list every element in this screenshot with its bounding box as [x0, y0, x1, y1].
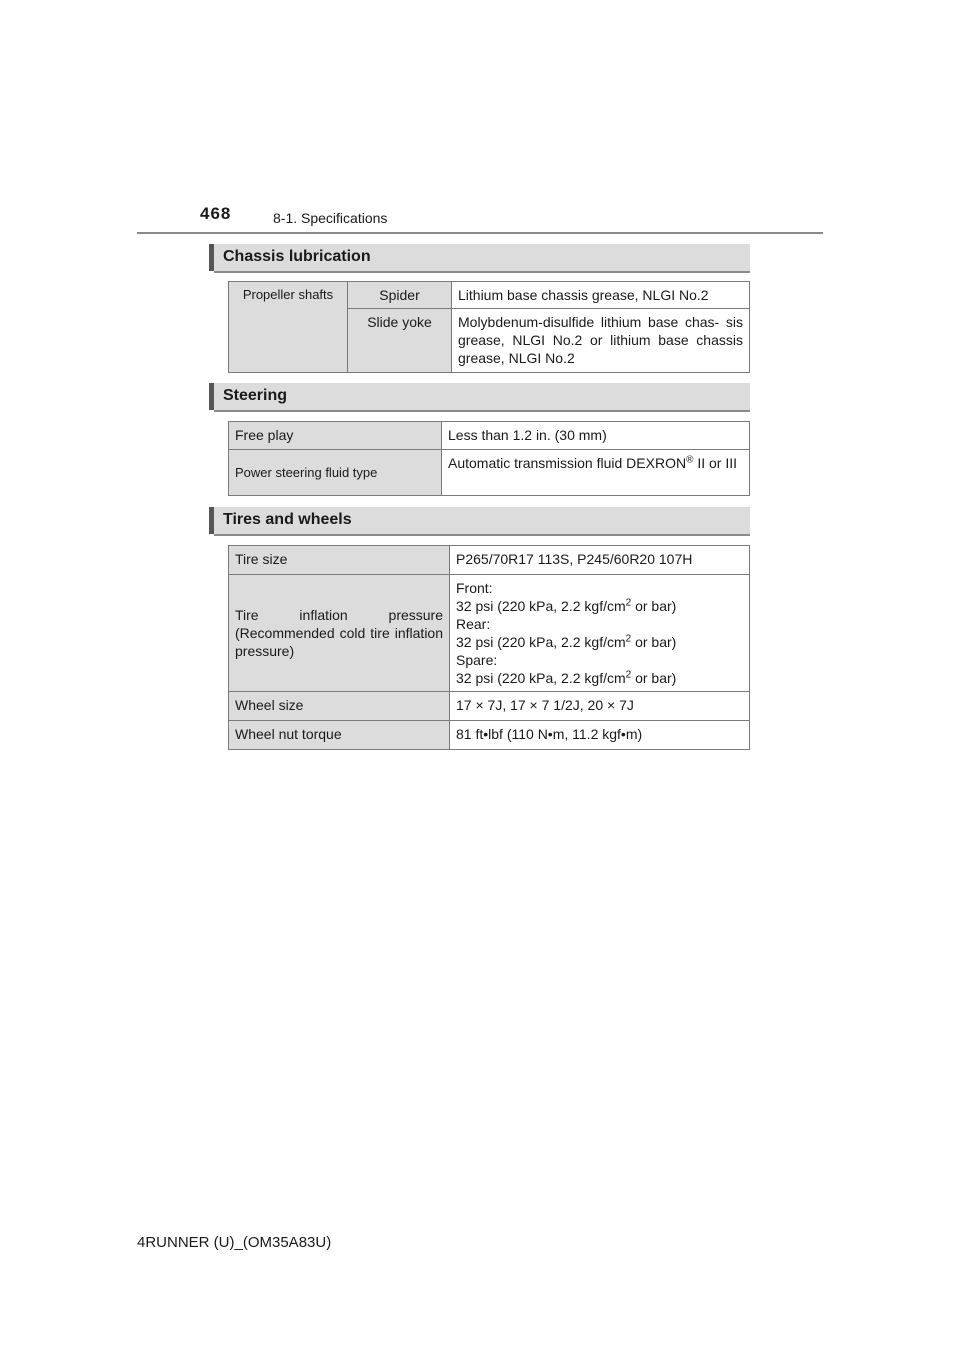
header-rule [137, 232, 823, 234]
pressure-text: 32 psi (220 kPa, 2.2 kgf/cm [456, 670, 626, 686]
table-row [229, 575, 750, 692]
tires-wheels-title: Tires and wheels [223, 511, 352, 528]
rear-label: Rear: [456, 616, 491, 632]
slide-yoke-value: Molybdenum-disulfide lithium base chas- sis grease, NLGI No.2 or lithium base chassis grease, NLGI No.2 [452, 309, 750, 373]
pressure-unit: or bar) [631, 670, 677, 686]
pressure-exponent: 2 [625, 669, 632, 681]
tires-wheels-heading [209, 507, 750, 534]
free-play-label: Free play [229, 422, 442, 450]
tire-pressure-value [450, 575, 750, 692]
pressure-exponent: 2 [625, 597, 632, 609]
spider-value: Lithium base chassis grease, NLGI No.2 [452, 282, 750, 309]
chassis-lubrication-table [228, 281, 750, 373]
pressure-unit: or bar) [631, 634, 677, 650]
spare-label: Spare: [456, 652, 498, 668]
free-play-value: Less than 1.2 in. (30 mm) [442, 422, 750, 450]
pressure-exponent: 2 [625, 633, 632, 645]
spare-pressure [456, 669, 743, 687]
page-header [0, 0, 960, 240]
steering-table [228, 421, 750, 496]
footer-model-code: 4RUNNER (U)_(OM35A83U) [137, 1234, 332, 1251]
wheel-size-value: 17 × 7J, 17 × 7 1/2J, 20 × 7J [450, 692, 750, 721]
table-row [229, 692, 750, 721]
section-label: 8-1. Specifications [273, 210, 388, 226]
rear-pressure [456, 633, 743, 651]
front-label: Front: [456, 580, 493, 596]
table-row [229, 450, 750, 496]
pressure-unit: or bar) [631, 598, 677, 614]
front-pressure [456, 597, 743, 615]
tire-size-value: P265/70R17 113S, P245/60R20 107H [450, 546, 750, 575]
power-steering-fluid-value [442, 450, 750, 496]
wheel-nut-torque-value: 81 ft•lbf (110 N•m, 11.2 kgf•m) [450, 721, 750, 750]
tire-size-label: Tire size [229, 546, 450, 575]
page-number: 468 [200, 204, 232, 223]
pressure-text: 32 psi (220 kPa, 2.2 kgf/cm [456, 634, 626, 650]
spider-label: Spider [348, 282, 452, 309]
tire-pressure-label: Tire inflation pressure (Recommended cold tire inflation pressure) [229, 575, 450, 692]
wheel-size-label: Wheel size [229, 692, 450, 721]
propeller-shafts-label: Propeller shafts [229, 282, 348, 373]
fluid-grade: II or III [693, 455, 738, 471]
steering-heading [209, 383, 750, 410]
steering-title: Steering [223, 387, 288, 404]
tires-wheels-table [228, 545, 750, 750]
slide-yoke-label: Slide yoke [348, 309, 452, 373]
table-row [229, 721, 750, 750]
table-row [229, 282, 750, 309]
table-row [229, 422, 750, 450]
chassis-lubrication-heading [209, 244, 750, 271]
wheel-nut-torque-label: Wheel nut torque [229, 721, 450, 750]
registered-mark: ® [686, 454, 694, 466]
table-row [229, 546, 750, 575]
fluid-text: Automatic transmission fluid DEXRON [448, 455, 687, 471]
pressure-text: 32 psi (220 kPa, 2.2 kgf/cm [456, 598, 626, 614]
power-steering-fluid-label: Power steering fluid type [229, 450, 442, 496]
chassis-lubrication-title: Chassis lubrication [223, 248, 371, 265]
